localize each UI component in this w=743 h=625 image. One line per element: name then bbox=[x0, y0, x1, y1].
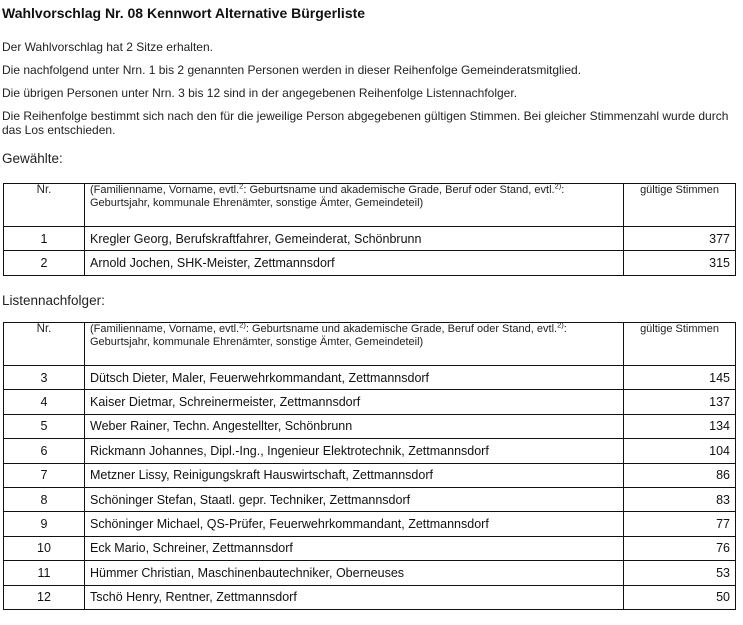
paragraph-elected-order: Die nachfolgend unter Nrn. 1 bis 2 genannten Personen werden in dieser Reihenfolge Gemeinderatsmitglied. bbox=[2, 63, 582, 77]
row-description: Kaiser Dietmar, Schreinermeister, Zettmannsdorf bbox=[85, 390, 624, 414]
elected-table bbox=[3, 183, 736, 276]
header-nr: Nr. bbox=[4, 184, 85, 227]
table-row bbox=[4, 227, 736, 251]
header-desc-text: (Familienname, Vorname, evtl. bbox=[90, 184, 240, 196]
row-nr: 3 bbox=[4, 366, 85, 390]
document-title: Wahlvorschlag Nr. 08 Kennwort Alternative Bürgerliste bbox=[2, 5, 366, 21]
row-votes: 83 bbox=[624, 487, 736, 511]
table-row bbox=[4, 561, 736, 585]
table-row bbox=[4, 439, 736, 463]
footnote-marker: 2) bbox=[554, 181, 562, 191]
table-row bbox=[4, 585, 736, 609]
row-description: Tschö Henry, Rentner, Zettmannsdorf bbox=[85, 585, 624, 609]
row-votes: 134 bbox=[624, 414, 736, 438]
table-row bbox=[4, 463, 736, 487]
row-nr: 1 bbox=[4, 227, 85, 251]
row-description: Metzner Lissy, Reinigungskraft Hauswirtschaft, Zettmannsdorf bbox=[85, 463, 624, 487]
row-votes: 77 bbox=[624, 512, 736, 536]
row-nr: 12 bbox=[4, 585, 85, 609]
table-row bbox=[4, 251, 736, 275]
row-nr: 4 bbox=[4, 390, 85, 414]
row-nr: 11 bbox=[4, 561, 85, 585]
table-row bbox=[4, 366, 736, 390]
row-description: Kregler Georg, Berufskraftfahrer, Gemeinderat, Schönbrunn bbox=[85, 227, 624, 251]
row-description: Schöninger Stefan, Staatl. gepr. Techniker, Zettmannsdorf bbox=[85, 487, 624, 511]
row-nr: 8 bbox=[4, 487, 85, 511]
row-description: Weber Rainer, Techn. Angestellter, Schönbrunn bbox=[85, 414, 624, 438]
row-description: Eck Mario, Schreiner, Zettmannsdorf bbox=[85, 536, 624, 560]
successors-section-label: Listennachfolger: bbox=[2, 293, 105, 308]
elected-section-label: Gewählte: bbox=[2, 151, 63, 166]
table-row bbox=[4, 536, 736, 560]
row-description: Schöninger Michael, QS-Prüfer, Feuerwehrkommandant, Zettmannsdorf bbox=[85, 512, 624, 536]
row-votes: 315 bbox=[624, 251, 736, 275]
row-votes: 145 bbox=[624, 366, 736, 390]
header-nr: Nr. bbox=[4, 323, 85, 366]
header-votes: gültige Stimmen bbox=[624, 323, 736, 366]
table-row bbox=[4, 414, 736, 438]
header-description bbox=[85, 320, 624, 366]
table-row bbox=[4, 390, 736, 414]
row-nr: 9 bbox=[4, 512, 85, 536]
row-nr: 2 bbox=[4, 251, 85, 275]
row-nr: 7 bbox=[4, 463, 85, 487]
header-desc-text: : Geburtsname und akademische Grade, Beruf oder Stand, evtl. bbox=[243, 184, 555, 196]
header-desc-text: : Geburtsjahr, kommunale Ehrenämter, sonstige Ämter, Gemeindeteil) bbox=[90, 323, 567, 348]
table-header-row bbox=[4, 323, 736, 366]
paragraph-seats: Der Wahlvorschlag hat 2 Sitze erhalten. bbox=[2, 40, 213, 54]
row-description: Hümmer Christian, Maschinenbautechniker, Oberneuses bbox=[85, 561, 624, 585]
row-description: Dütsch Dieter, Maler, Feuerwehrkommandant, Zettmannsdorf bbox=[85, 366, 624, 390]
header-desc-text: : Geburtsjahr, kommunale Ehrenämter, sonstige Ämter, Gemeindeteil) bbox=[90, 184, 565, 209]
successors-table bbox=[3, 322, 736, 610]
row-votes: 53 bbox=[624, 561, 736, 585]
row-nr: 5 bbox=[4, 414, 85, 438]
row-votes: 76 bbox=[624, 536, 736, 560]
table-row bbox=[4, 512, 736, 536]
row-nr: 6 bbox=[4, 439, 85, 463]
row-nr: 10 bbox=[4, 536, 85, 560]
paragraph-successors: Die übrigen Personen unter Nrn. 3 bis 12 sind in der angegebenen Reihenfolge Listennachfolger. bbox=[2, 86, 518, 100]
row-votes: 377 bbox=[624, 227, 736, 251]
table-header-row bbox=[4, 184, 736, 227]
header-votes: gültige Stimmen bbox=[624, 184, 736, 227]
row-description: Arnold Jochen, SHK-Meister, Zettmannsdorf bbox=[85, 251, 624, 275]
footnote-marker: 2) bbox=[239, 320, 246, 330]
header-desc-text: (Familienname, Vorname, evtl. bbox=[90, 323, 240, 335]
table-row bbox=[4, 487, 736, 511]
row-votes: 137 bbox=[624, 390, 736, 414]
paragraph-order-rule: Die Reihenfolge bestimmt sich nach den für die jeweilige Person abgegebenen gültigen Stimmen. Bei gleicher Stimmenzahl wurde durch das Los entschieden. bbox=[2, 109, 729, 137]
row-votes: 104 bbox=[624, 439, 736, 463]
header-desc-text: : Geburtsname und akademische Grade, Beruf oder Stand, evtl. bbox=[245, 323, 558, 335]
row-votes: 50 bbox=[624, 585, 736, 609]
footnote-marker: 2) bbox=[557, 320, 564, 330]
row-votes: 86 bbox=[624, 463, 736, 487]
row-description: Rickmann Johannes, Dipl.-Ing., Ingenieur Elektrotechnik, Zettmannsdorf bbox=[85, 439, 624, 463]
header-description bbox=[85, 181, 624, 227]
footnote-marker: 2 bbox=[239, 181, 244, 191]
